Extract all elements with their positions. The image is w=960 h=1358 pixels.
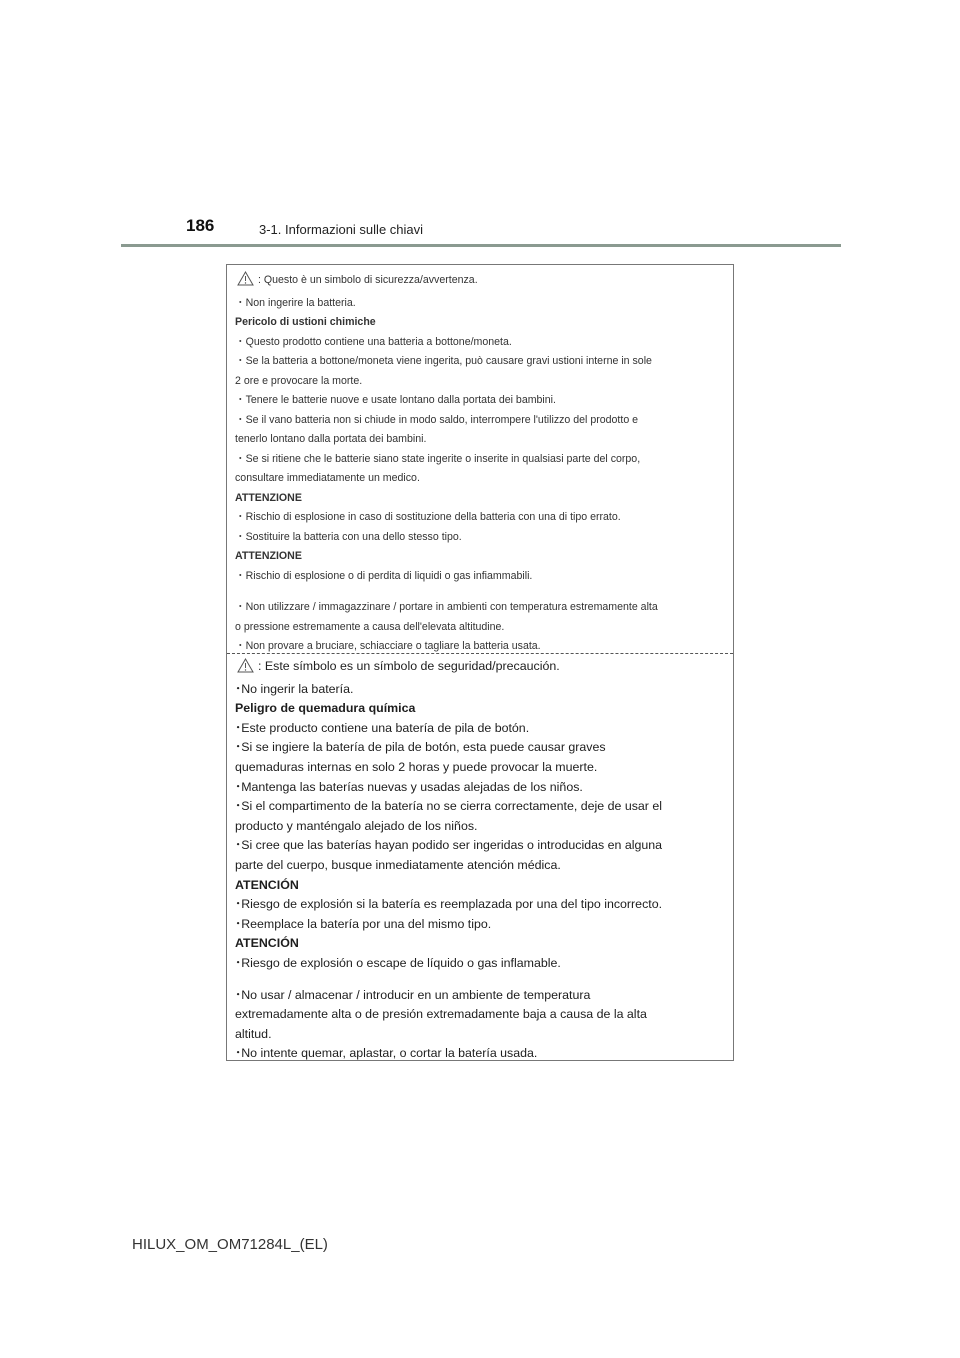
warning-triangle-icon [237,658,254,680]
spanish-line: ･Riesgo de explosión si la batería es reemplazada por una del tipo incorrecto. [235,897,663,912]
italian-line: ・Non provare a bruciare, schiacciare o tagliare la batteria usata. [235,640,541,652]
italian-line: ・Questo prodotto contiene una batteria a bottone/moneta. [235,335,512,348]
spanish-line: ･No usar / almacenar / introducir en un ambiente de temperatura [235,987,591,1002]
spanish-line: ･Mantenga las baterías nuevas y usadas alejadas de los niños. [235,779,583,794]
italian-line: ・Non utilizzare / immagazzinare / portare in ambienti con temperatura estremamente alta [235,601,658,613]
italian-line: ・Rischio di esplosione o di perdita di liquidi o gas infiammabili. [235,569,533,582]
spanish-line: ･Si el compartimento de la batería no se cierra correctamente, deje de usar el [235,799,663,814]
italian-heading: ATTENZIONE [235,550,302,562]
italian-line: o pressione estremamente a causa dell'elevata altitudine. [235,620,505,633]
spanish-line: ･Riesgo de explosión o escape de líquido o gas inflamable. [235,955,561,970]
spanish-spacer [235,974,725,986]
italian-spacer [235,586,725,598]
spanish-heading: ATENCIÓN [235,877,299,892]
warning-triangle-icon [237,271,254,294]
spanish-symbol-caption: : Este símbolo es un símbolo de seguridad/precaución. [258,659,560,673]
spanish-warning-block [235,657,725,1064]
spanish-heading: Peligro de quemadura química [235,701,416,716]
spanish-line: ･Este producto contiene una batería de pila de botón. [235,720,530,735]
italian-symbol-line [235,271,725,294]
italian-heading: ATTENZIONE [235,491,302,504]
italian-heading: Pericolo di ustioni chimiche [235,316,376,328]
italian-line: ・Rischio di esplosione in caso di sostituzione della batteria con una di tipo errato. [235,511,621,523]
spanish-heading: ATENCIÓN [235,936,299,951]
spanish-symbol-line [235,657,725,680]
spanish-line: extremadamente alta o de presión extremadamente baja a causa de la alta [235,1007,647,1022]
section-title: 3-1. Informazioni sulle chiavi [259,222,424,237]
italian-warning-block [235,271,725,657]
spanish-line: producto y manténgalo alejado de los niños. [235,818,478,833]
spanish-line: ･No ingerir la batería. [235,681,354,696]
italian-line: ・Se si ritiene che le batterie siano state ingerite o inserite in qualsiasi parte del corpo, [235,452,641,465]
italian-line: consultare immediatamente un medico. [235,472,420,484]
page-number: 186 [186,216,215,235]
italian-line: ・Non ingerire la batteria. [235,296,356,309]
footer-document-id: HILUX_OM_OM71284L_(EL) [132,1236,328,1253]
italian-line: 2 ore e provocare la morte. [235,374,363,387]
spanish-line: ･Reemplace la batería por una del mismo tipo. [235,916,492,931]
italian-line: ・Se il vano batteria non si chiude in modo saldo, interrompere l'utilizzo del prodotto e [235,413,639,426]
italian-line: ・Tenere le batterie nuove e usate lontano dalla portata dei bambini. [235,394,556,406]
spanish-line: ･No intente quemar, aplastar, o cortar la batería usada. [235,1046,538,1061]
italian-line: tenerlo lontano dalla portata dei bambini. [235,433,427,445]
spanish-line: ･Si se ingiere la batería de pila de botón, esta puede causar graves [235,740,606,755]
section-divider [227,653,733,654]
header-rule [121,244,841,247]
battery-warning-box [226,264,734,1061]
italian-line: ・Se la batteria a bottone/moneta viene ingerita, può causare gravi ustioni interne in sole [235,355,652,367]
spanish-line: quemaduras internas en solo 2 horas y puede provocar la muerte. [235,759,598,774]
spanish-line: ･Si cree que las baterías hayan podido ser ingeridas o introducidas en alguna [235,838,663,853]
spanish-line: parte del cuerpo, busque inmediatamente atención médica. [235,857,561,872]
italian-symbol-caption: : Questo è un simbolo di sicurezza/avvertenza. [258,274,478,286]
italian-line: ・Sostituire la batteria con una dello stesso tipo. [235,530,462,543]
spanish-line: altitud. [235,1026,272,1041]
